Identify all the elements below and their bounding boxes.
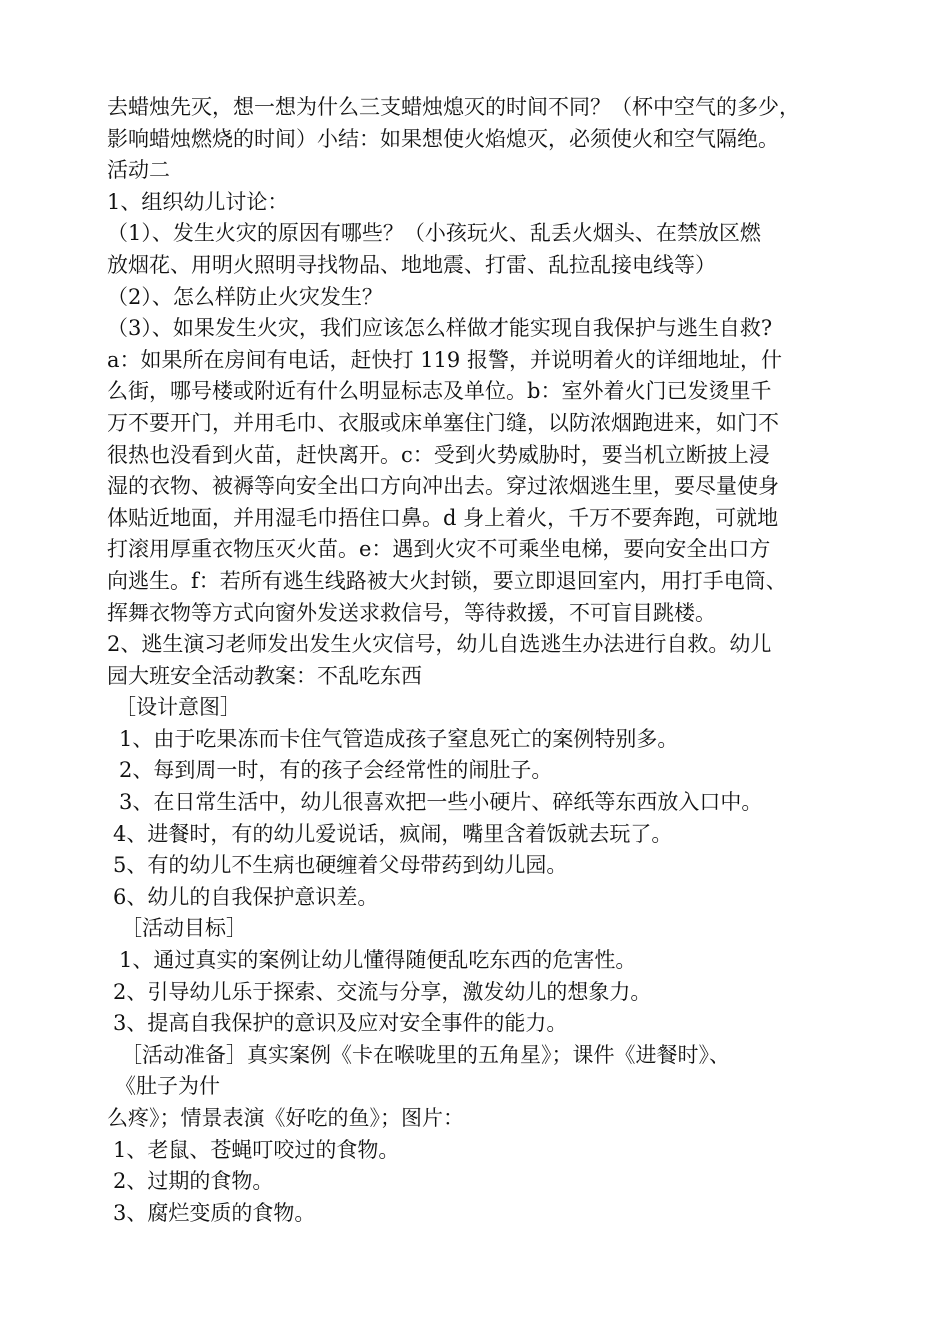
text-line: 5、有的幼儿不生病也硬缠着父母带药到幼儿园。 [113, 853, 568, 878]
text-line: 活动二 [107, 158, 170, 183]
text-line: 2、引导幼儿乐于探索、交流与分享，激发幼儿的想象力。 [113, 979, 652, 1004]
text-line: 2、逃生演习老师发出发生火灾信号，幼儿自选逃生办法进行自救。幼儿 [107, 632, 772, 657]
text-line: 6、幼儿的自我保护意识差。 [113, 884, 379, 909]
text-line: 1、组织幼儿讨论： [107, 189, 289, 214]
text-line: 湿的衣物、被褥等向安全出口方向冲出去。穿过浓烟逃生里，要尽量使身 [107, 474, 779, 499]
text-line: 体贴近地面，并用湿毛巾捂住口鼻。d 身上着火，千万不要奔跑，可就地 [107, 505, 779, 530]
text-line: 4、进餐时，有的幼儿爱说话，疯闹，嘴里含着饭就去玩了。 [113, 821, 673, 846]
text-line: 1、通过真实的案例让幼儿懂得随便乱吃东西的危害性。 [119, 948, 637, 973]
text-line: 2、每到周一时，有的孩子会经常性的闹肚子。 [119, 758, 553, 783]
text-line: 2、过期的食物。 [113, 1169, 274, 1194]
text-line: 3、在日常生活中，幼儿很喜欢把一些小硬片、碎纸等东西放入口中。 [119, 790, 763, 815]
text-line: 么街，哪号楼或附近有什么明显标志及单位。b：室外着火门已发烫里千 [107, 379, 772, 404]
text-line: （2）、怎么样防止火灾发生？ [107, 284, 383, 309]
text-line: 么疼》；情景表演《好吃的鱼》；图片： [107, 1106, 464, 1130]
text-line: （1）、发生火灾的原因有哪些？（小孩玩火、乱丢火烟头、在禁放区燃 [107, 221, 761, 246]
text-line: 3、提高自我保护的意识及应对安全事件的能力。 [113, 1011, 568, 1036]
text-line: （3）、如果发生火灾，我们应该怎么样做才能实现自我保护与逃生自救? [107, 316, 773, 341]
text-line: 很热也没看到火苗，赶快离开。c：受到火势威胁时，要当机立断披上浸 [107, 442, 770, 467]
text-line: 《肚子为什 [115, 1074, 220, 1099]
text-line: ［活动准备］真实案例《卡在喉咙里的五角星》；课件《进餐时》、 [121, 1042, 730, 1067]
text-line: a：如果所在房间有电话，赶快打 119 报警，并说明着火的详细地址，什 [107, 347, 782, 372]
text-line: 打滚用厚重衣物压灭火苗。e：遇到火灾不可乘坐电梯，要向安全出口方 [107, 537, 771, 562]
text-line: 3、腐烂变质的食物。 [113, 1200, 316, 1225]
text-line: ［设计意图］ [115, 695, 241, 720]
text-line: 园大班安全活动教案：不乱吃东西 [107, 663, 422, 688]
text-line: 影响蜡烛燃烧的时间）小结：如果想使火焰熄灭，必须使火和空气隔绝。 [107, 126, 779, 151]
text-line: 向逃生。f：若所有逃生线路被大火封锁，要立即退回室内，用打手电筒、 [107, 568, 787, 593]
text-line: 1、老鼠、苍蝇叮咬过的食物。 [113, 1137, 400, 1162]
text-line: 放烟花、用明火照明寻找物品、地地震、打雷、乱拉乱接电线等） [107, 252, 716, 277]
text-line: 万不要开门，并用毛巾、衣服或床单塞住门缝，以防浓烟跑进来，如门不 [107, 410, 779, 435]
text-line: ［活动目标］ [121, 916, 247, 941]
text-line: 挥舞衣物等方式向窗外发送求救信号，等待救援，不可盲目跳楼。 [107, 600, 716, 625]
text-line: 去蜡烛先灭，想一想为什么三支蜡烛熄灭的时间不同？（杯中空气的多少， [107, 95, 800, 119]
document-body [107, 92, 867, 1229]
text-line: 1、由于吃果冻而卡住气管造成孩子窒息死亡的案例特别多。 [119, 726, 679, 751]
